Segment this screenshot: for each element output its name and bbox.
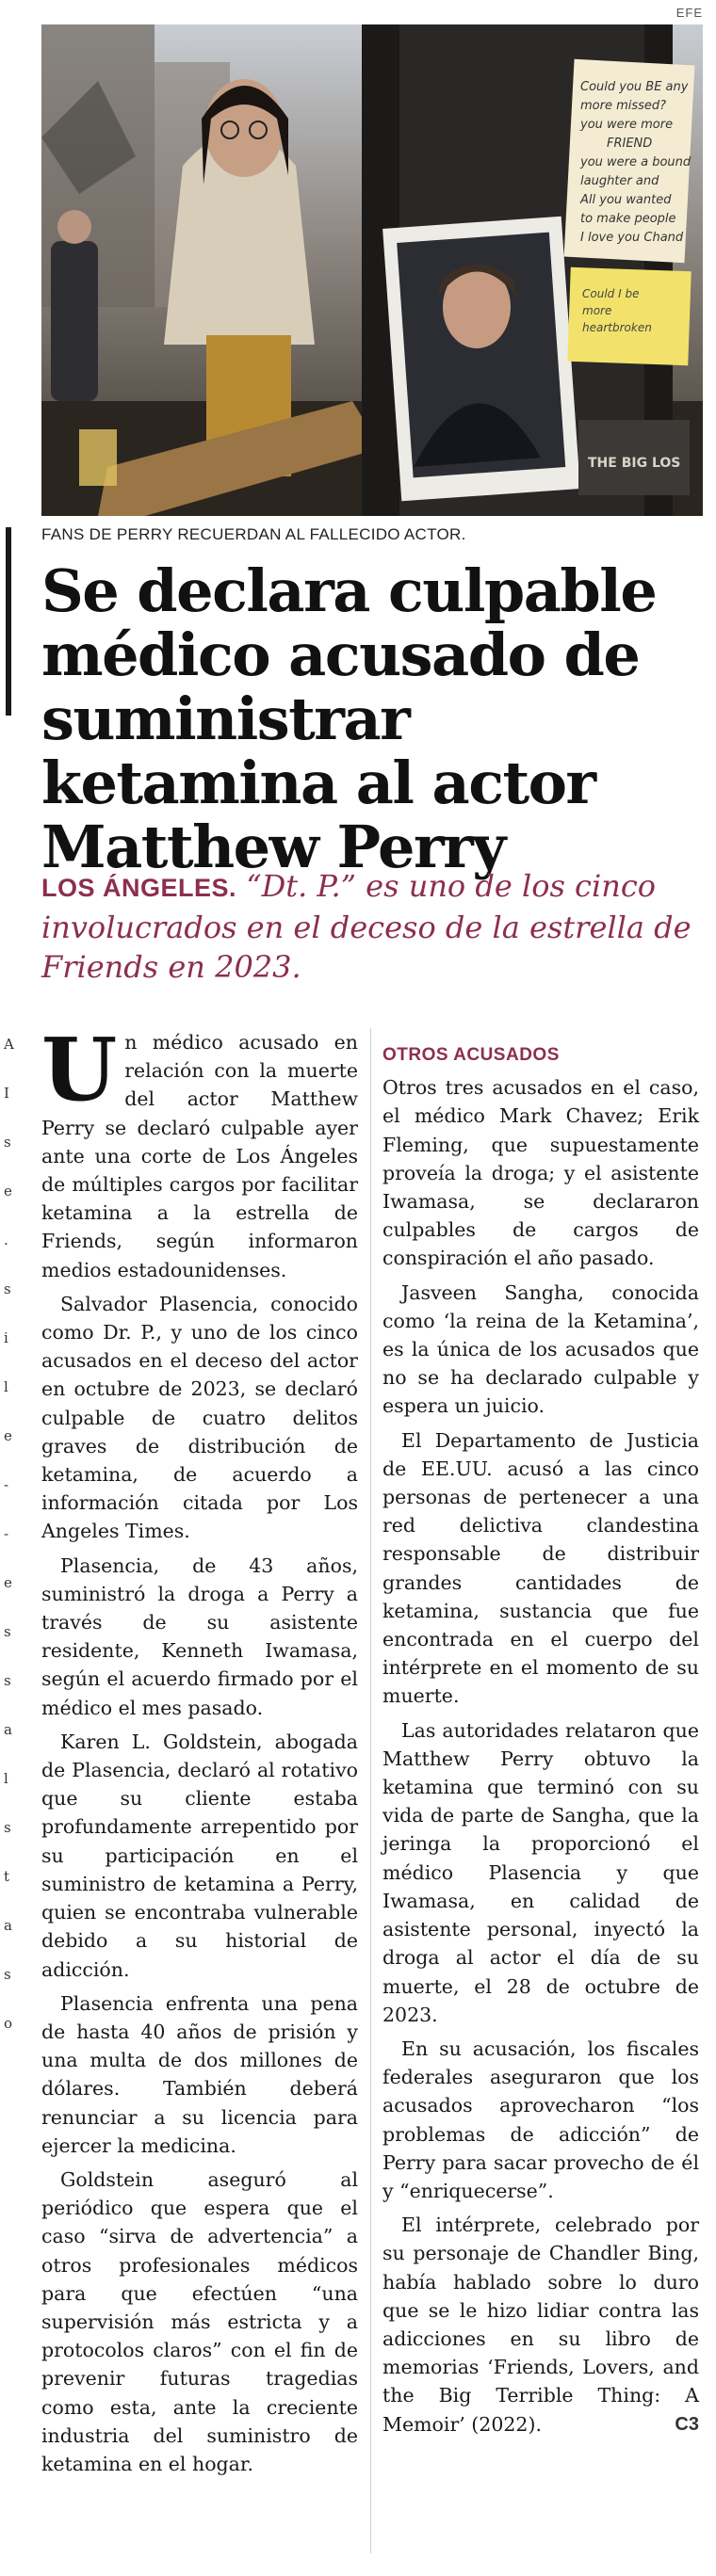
body-paragraph: Jasveen Sangha, conocida como ‘la reina de la Ketamina’, es la única de los acusados que no se ha declarado culpable y espera un juicio.: [382, 1280, 699, 1418]
adjacent-text-fragment: a: [4, 1721, 12, 1738]
section-subhead: OTROS ACUSADOS: [382, 1045, 560, 1065]
body-paragraph: Goldstein aseguró al periódico que espera que el caso “sirva de advertencia” a otros profesionales médicos para que efectúen “una supervisión más estricta y a protocolos claros” con el fin de prevenir futuras tragedias como esta, ante la creciente industria del suministro de ketamina en el hogar.: [41, 2167, 358, 2475]
adjacent-column-edge: [0, 0, 19, 2576]
column-divider: [370, 1028, 371, 2553]
memorial-note-line: Could you BE any: [580, 80, 689, 94]
memorial-note-line: you were more: [580, 118, 674, 132]
adjacent-text-fragment: s: [4, 1966, 11, 1983]
body-paragraph: Las autoridades relataron que Matthew Perry obtuvo la ketamina que terminó con su vida de parte de Sangha, que la jeringa la proporcionó el médico Plasencia y que Iwamasa, en calidad de asistente personal, inyectó la droga al actor el día de su muerte, el 28 de octubre de 2023.: [382, 1718, 699, 2026]
memorial-note-line: I love you Chand: [580, 231, 684, 245]
adjacent-text-fragment: s: [4, 1280, 11, 1297]
memorial-note-line: to make people: [580, 212, 676, 226]
memorial-note-line: All you wanted: [580, 193, 672, 207]
adjacent-text-fragment: o: [4, 2015, 13, 2032]
adjacent-text-fragment: a: [4, 1917, 12, 1934]
lead-text: “Dt. P.” es uno de los cinco involucrados en el deceso de la estrella de Friends en 2023.: [41, 868, 692, 985]
body-paragraph: Salvador Plasencia, conocido como Dr. P., y uno de los cinco acusados en el deceso del actor en octubre de 2023, se declaró culpable de cuatro delitos graves de distribución de ketamina, de acuerdo a información citada por Los Angeles Times.: [41, 1292, 358, 1543]
body-paragraph: En su acusación, los fiscales federales aseguraron que los acusados aprovecharon “los problemas de adicción” de Perry para sacar provecho de él y “enriquecerse”.: [382, 2037, 699, 2202]
body-column-right: [382, 1028, 699, 2444]
adjacent-text-fragment: t: [4, 1868, 10, 1885]
memorial-note-line: more: [582, 304, 612, 317]
memorial-note-line: Could I be: [582, 287, 640, 300]
memorial-note-line: you were a bound: [580, 155, 692, 169]
article-headline: Se declara culpable médico acusado de suministrar ketamina al actor Matthew Perry: [41, 556, 657, 881]
adjacent-text-fragment: -: [4, 1476, 9, 1493]
adjacent-text-fragment: e: [4, 1427, 12, 1444]
adjacent-text-fragment: -: [4, 1525, 9, 1542]
memorial-note-line: more missed?: [580, 99, 667, 113]
body-paragraph: Plasencia, de 43 años, suministró la droga a Perry a través de su asistente residente, Kenneth Iwamasa, según el acuerdo firmado por el médico el mes pasado.: [41, 1554, 358, 1719]
article-lead: [41, 866, 692, 987]
adjacent-column-bar: [6, 527, 11, 716]
adjacent-text-fragment: l: [4, 1770, 8, 1787]
adjacent-text-fragment: e: [4, 1574, 12, 1591]
poster-text: THE BIG LOS: [588, 456, 681, 471]
body-paragraph: El Departamento de Justicia de EE.UU. acusó a las cinco personas de pertenecer a una red delictiva clandestina responsable de distribuir grandes cantidades de ketamina, sustancia que fue encontrada en el cuerpo del intérprete en el momento de su muerte.: [382, 1428, 699, 1708]
body-paragraph: Plasencia enfrenta una pena de hasta 40 años de prisión y una multa de dos millones de dólares. También deberá renunciar a su licencia para ejercer la medicina.: [41, 1991, 358, 2157]
memorial-note-line: laughter and: [580, 174, 659, 188]
body-paragraph: Karen L. Goldstein, abogada de Plasencia, declaró al rotativo que su cliente estaba profundamente arrepentido por su participación en el suministro de ketamina a Perry, quien se encontraba vulnerable debido a su historial de adicción.: [41, 1730, 358, 1981]
memorial-note-line: heartbroken: [582, 321, 652, 334]
memorial-note-line: FRIEND: [607, 137, 653, 151]
photo-caption: FANS DE PERRY RECUERDAN AL FALLECIDO ACTOR.: [41, 525, 466, 543]
adjacent-text-fragment: A: [4, 1036, 14, 1053]
adjacent-text-fragment: s: [4, 1672, 11, 1689]
drop-cap: U: [41, 1019, 118, 1120]
memorial-scene-illustration: [41, 24, 703, 516]
body-column-left: [41, 1019, 358, 2484]
body-paragraph: El intérprete, celebrado por su personaje de Chandler Bing, había hablado sobre lo duro que se le hizo lidiar contra las adicciones en su libro de memorias ‘Friends, Lovers, and the Big Terrible Thing: A Memoir’ (2022). C3: [382, 2211, 699, 2439]
adjacent-text-fragment: s: [4, 1623, 11, 1640]
adjacent-text-fragment: I: [4, 1085, 9, 1102]
adjacent-text-fragment: s: [4, 1819, 11, 1836]
news-photo: [41, 24, 703, 516]
photo-credit: EFE: [675, 6, 703, 20]
adjacent-text-fragment: e: [4, 1183, 12, 1199]
end-mark: C3: [675, 2413, 699, 2435]
body-paragraph: Otros tres acusados en el caso, el médico Mark Chavez; Erik Fleming, que supuestamente proveía la droga; y el asistente Iwamasa, se declararon culpables de cargos de conspiración el año pasado.: [382, 1076, 699, 1270]
adjacent-text-fragment: i: [4, 1329, 8, 1346]
adjacent-text-fragment: .: [4, 1232, 8, 1248]
dateline: LOS ÁNGELES.: [41, 874, 237, 902]
adjacent-text-fragment: l: [4, 1378, 8, 1395]
article-body: [41, 1019, 701, 2572]
body-paragraph: Un médico acusado en relación con la muerte del actor Matthew Perry se declaró culpable ayer ante una corte de Los Ángeles de múltiples cargos por facilitar ketamina a la estrella de Friends, según informaron medios estadounidenses.: [41, 1019, 358, 1281]
adjacent-text-fragment: s: [4, 1134, 11, 1151]
